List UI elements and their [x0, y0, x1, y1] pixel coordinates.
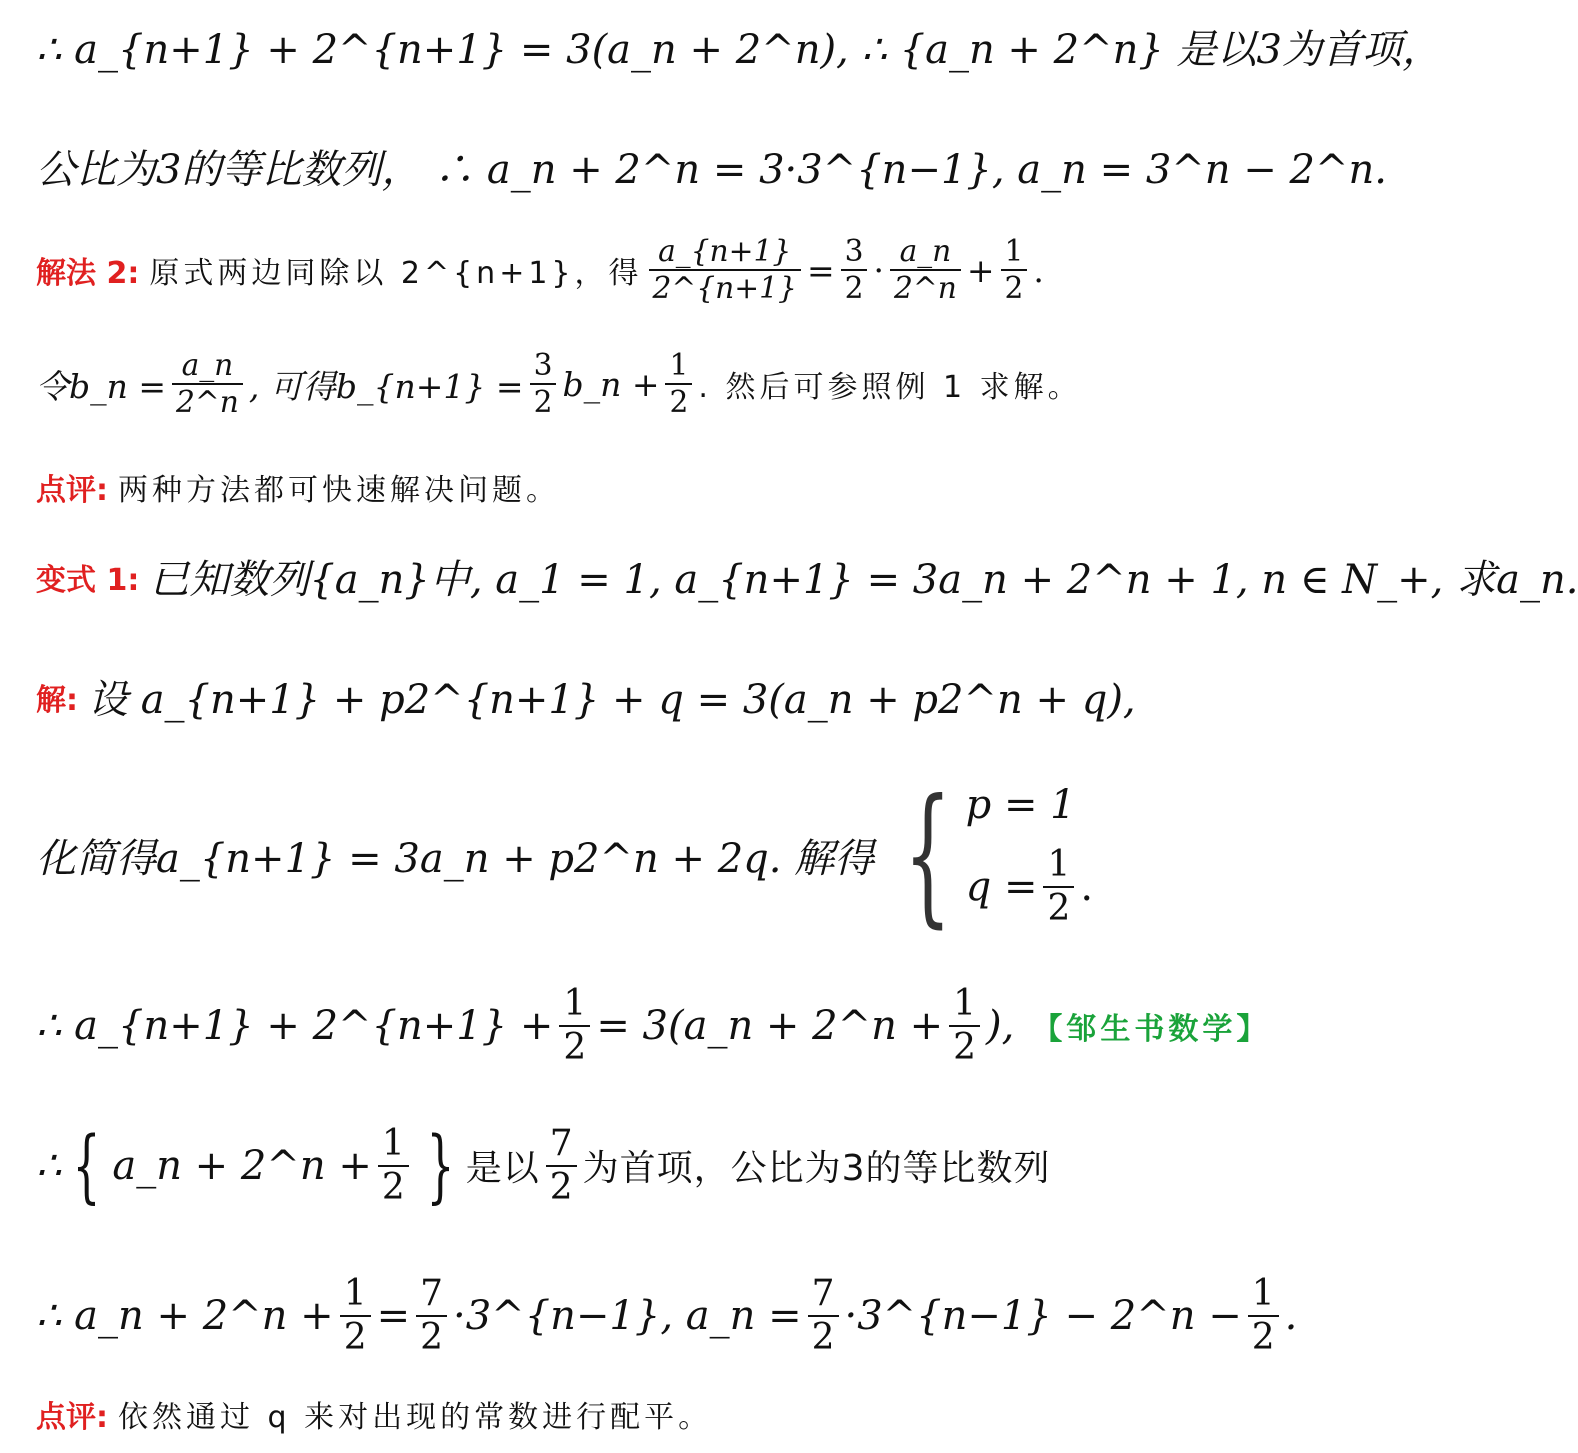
fraction: $\frac{7}{2}$ — [416, 1275, 447, 1357]
line-12 — [36, 1392, 1070, 1436]
math-text: b_n + — [562, 364, 660, 404]
math-text: , 可得b_{n+1} = — [248, 366, 524, 406]
system-row-2: q = $\frac{1}{2}$ . — [965, 844, 1094, 929]
fraction: $\frac{1}{2}$ — [559, 985, 590, 1067]
line-4 — [36, 348, 1082, 421]
line-11: ∴ a_n + 2^n + $\frac{1}{2}$ = $\frac{7}{2}$ ·3^{n−1}, a_n = $\frac{7}{2}$ ·3^{n−1} − 2^n − $\frac{1}{2}$ . — [36, 1273, 1298, 1358]
fraction: $\frac{1}{2}$ — [378, 1125, 409, 1207]
simplify-text: 化简得a_{n+1} = 3a_n + p2^n + 2q. 解得 — [36, 835, 875, 882]
line-7 — [36, 668, 1136, 725]
fraction: $\frac{1}{2}$ — [1001, 236, 1028, 304]
fraction: $\frac{7}{2}$ — [546, 1125, 577, 1207]
fraction: $\frac{a\_n}{2\^{}n}$ — [890, 236, 961, 304]
solution-text: 设 a_{n+1} + p2^{n+1} + q = 3(a_n + p2^n + q), — [88, 677, 1136, 723]
math-text: 令b_n = — [36, 366, 167, 406]
fraction: $\frac{7}{2}$ — [808, 1275, 839, 1357]
line-2 — [36, 138, 1387, 195]
solution-label: 解: — [36, 682, 78, 718]
comment-label: 点评: — [36, 473, 108, 508]
comment-label: 点评: — [36, 1400, 108, 1435]
fraction: $\frac{1}{2}$ — [340, 1275, 371, 1357]
fraction: $\frac{a\_n}{2\^{}n}$ — [172, 350, 243, 418]
line-5 — [36, 465, 1070, 509]
fraction: $\frac{1}{2}$ — [665, 350, 692, 418]
line-10: ∴ { a_n + 2^n + $\frac{1}{2}$ } 是以 $\frac{7}{2}$ 为首项，公比为3的等比数列 — [36, 1118, 1051, 1212]
fraction: $\frac{3}{2}$ — [841, 236, 868, 304]
fraction: $\frac{3}{2}$ — [530, 350, 557, 418]
math-line-1: ∴ a_{n+1} + 2^{n+1} = 3(a_n + 2^n), ∴ {a_n + 2^n} 是以3为首项， — [36, 27, 1442, 73]
math-line-2: 公比为3的等比数列， ∴ a_n + 2^n = 3·3^{n−1}, a_n = 3^n − 2^n. — [36, 147, 1387, 193]
fraction: $\frac{1}{2}$ — [949, 985, 980, 1067]
line-6 — [36, 548, 1578, 605]
line-8 — [36, 768, 1094, 942]
instruction-text: . 然后可参照例 1 求解。 — [698, 370, 1082, 406]
comment-text: 两种方法都可快速解决问题。 — [118, 473, 560, 508]
line-3: 解法 2: 原式两边同除以 2^{n+1}，得 $\frac{a\_\{n+1\}}{2\^{}\{n+1\}}$ = $\frac{3}{2}$ · $\frac{a\_n}{2\^{}n}$ + $\frac{1}{2}$ . — [36, 234, 1044, 307]
line-9: ∴ a_{n+1} + 2^{n+1} + $\frac{1}{2}$ = 3(a_n + 2^n + $\frac{1}{2}$ ), 【邹生书数学】 — [36, 983, 1271, 1068]
line-1 — [36, 18, 1442, 75]
brand-watermark: 【邹生书数学】 — [1032, 1011, 1271, 1047]
system-row-1: p = 1 — [965, 782, 1076, 829]
fraction: $\frac{1}{2}$ — [1248, 1275, 1279, 1357]
fraction: $\frac{a\_\{n+1\}}{2\^{}\{n+1\}}$ — [649, 236, 801, 304]
method-2-label: 解法 2: — [36, 256, 140, 292]
equation-system: { p = 1 q = $\frac{1}{2}$ . — [904, 768, 1094, 942]
variant-1-label: 变式 1: — [36, 562, 140, 598]
fraction: $\frac{1}{2}$ — [1043, 846, 1074, 928]
method-2-text: 原式两边同除以 2^{n+1}，得 — [149, 256, 643, 292]
comment-text: 依然通过 q 来对出现的常数进行配平。 — [118, 1400, 713, 1435]
variant-1-text: 已知数列{a_n}中, a_1 = 1, a_{n+1} = 3a_n + 2^n + 1, n ∈ N_+, 求a_n. — [149, 557, 1578, 603]
